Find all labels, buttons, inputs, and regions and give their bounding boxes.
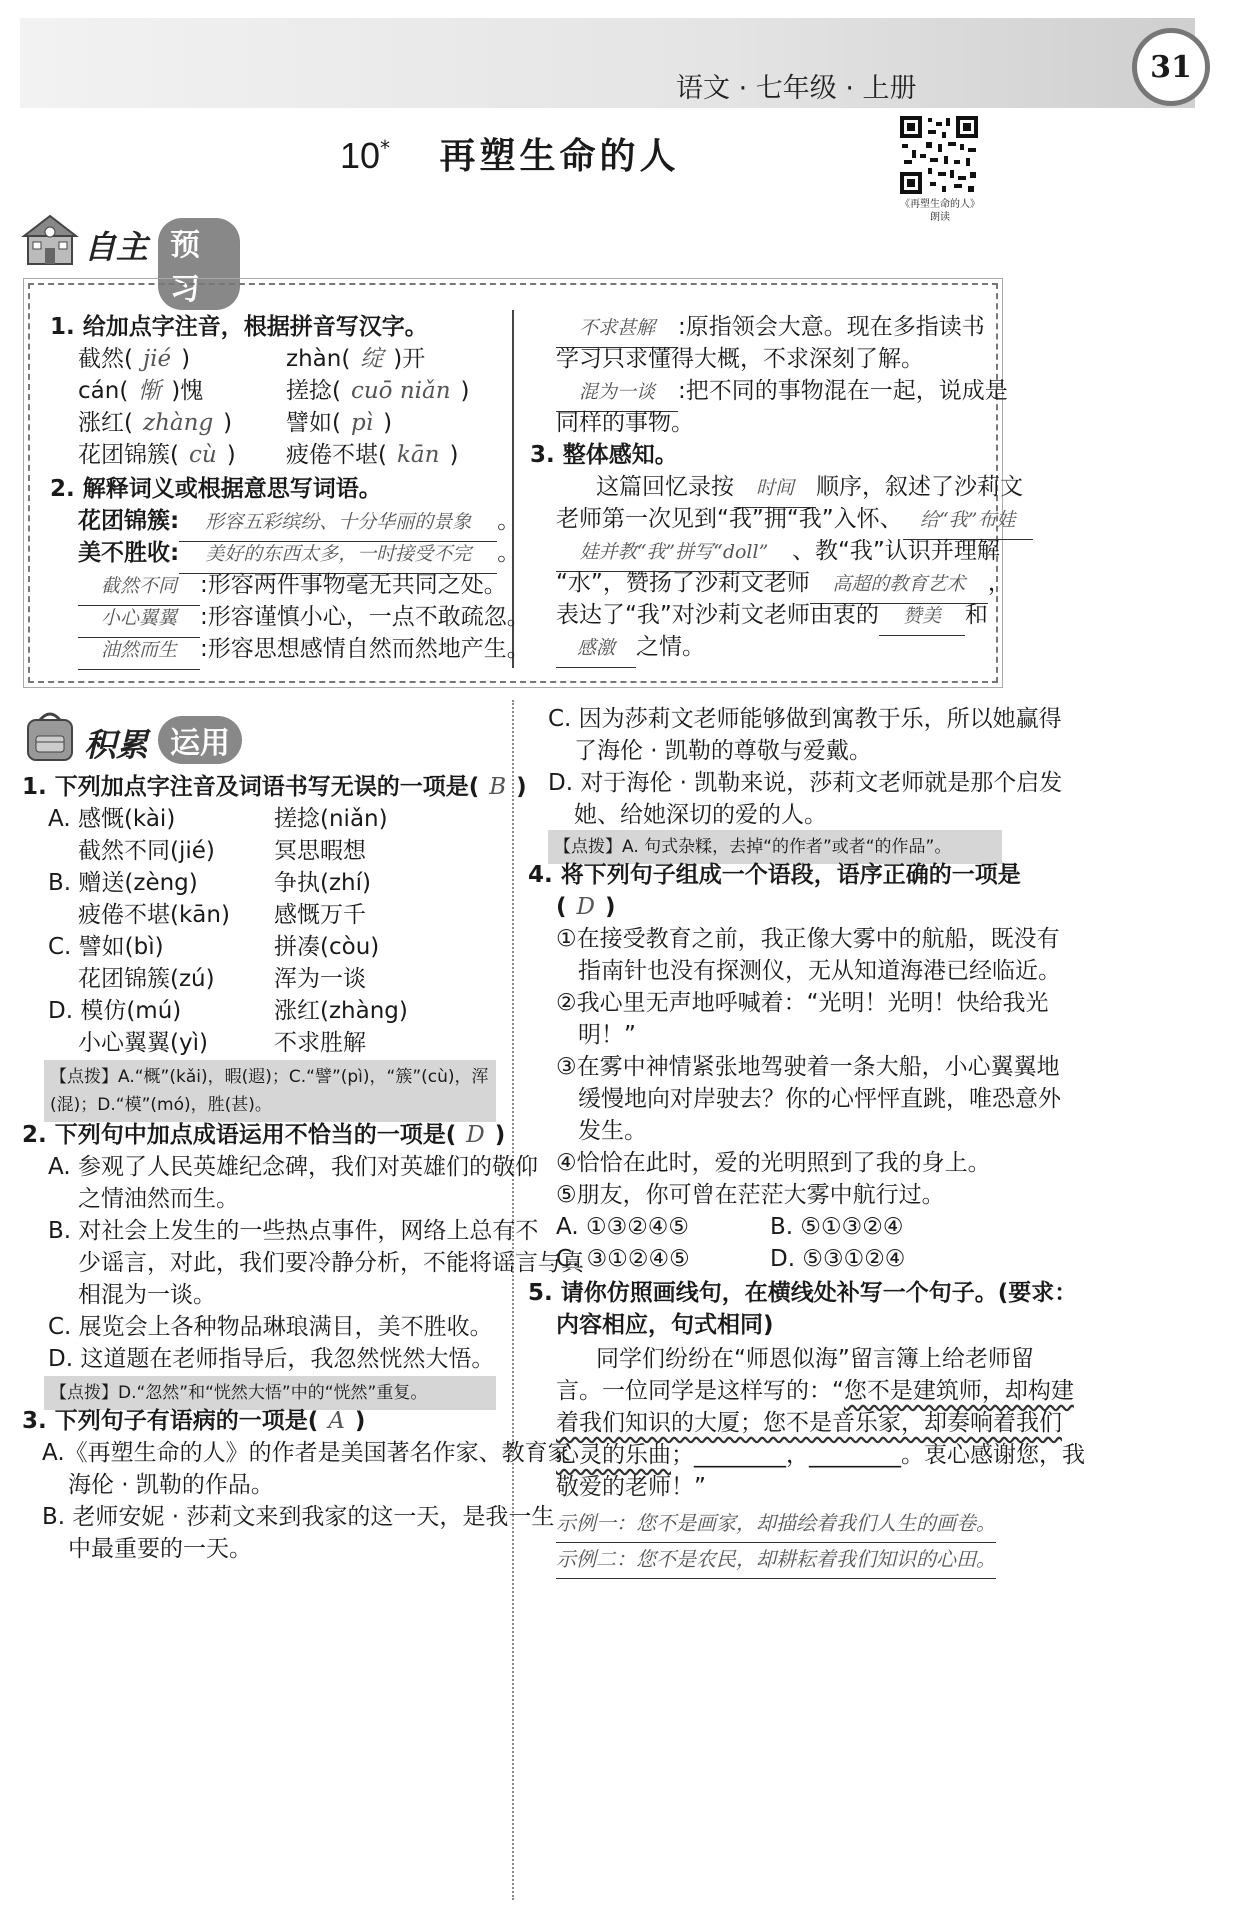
backpack-icon (20, 706, 80, 764)
preview-q1-item: 截然( jié ) (78, 346, 191, 372)
right-q5-line: 同学们纷纷在“师恩似海”留言簿上给老师留 (596, 1346, 1034, 1372)
preview-q1-item: 涨红( zhàng ) (78, 410, 233, 436)
right-q4-line: ③在雾中神情紧张地驾驶着一条大船，小心翼翼地 (556, 1054, 1060, 1080)
right-q4-option: D. ⑤③①②④ (770, 1246, 906, 1272)
section-header-practice (20, 706, 250, 766)
page-number-badge (1132, 28, 1210, 106)
page-number: 31 (1150, 49, 1192, 85)
left-q1-option: D. 模仿(mú) (48, 998, 182, 1024)
lesson-title-text: 再塑生命的人 (439, 136, 680, 177)
right-q3-tip: 【点拨】A. 句式杂糅，去掉“的作者”或者“的作品”。 (548, 830, 1002, 864)
left-q2-line: B. 对社会上发生的一些热点事件，网络上总有不 (48, 1218, 539, 1244)
left-q2-title: 2. 下列句中加点成语运用不恰当的一项是( D ) (22, 1122, 506, 1148)
right-q5-answer: 示例一：您不是画家，却描绘着我们人生的画卷。 (556, 1504, 996, 1543)
left-q1-option: 浑为一谈 (274, 966, 366, 992)
left-q1-option: 搓捻(niǎn) (274, 806, 388, 832)
left-q2-line: C. 展览会上各种物品琳琅满目，美不胜收。 (48, 1314, 493, 1340)
left-q2-line: A. 参观了人民英雄纪念碑，我们对英雄们的敬仰 (48, 1154, 538, 1180)
left-q2-line: 之情油然而生。 (78, 1186, 239, 1212)
lesson-title (340, 128, 680, 179)
right-q5-line: 敬爱的老师！” (556, 1474, 706, 1500)
preview-r-item: 同样的事物。 (556, 410, 694, 436)
right-q5-title: 内容相应，句式相同) (556, 1312, 774, 1338)
preview-q2-item: 截然不同 :形容两件事物毫无共同之处。 (78, 566, 507, 606)
section2-label-a: 积累 (84, 726, 149, 764)
preview-q3-line: 表达了“我”对沙莉文老师由衷的 赞美 和 (556, 596, 988, 636)
right-q3-line: 了海伦 · 凯勒的尊敬与爱戴。 (574, 738, 872, 764)
preview-r-item: 学习只求懂得大概，不求深刻了解。 (556, 346, 924, 372)
preview-q3-title: 3. 整体感知。 (530, 442, 678, 468)
qr-code-graphic (898, 114, 980, 196)
right-q4-line: 明！” (578, 1022, 636, 1048)
left-q1-tip: 【点拨】A.“概”(kǎi)，暇(遐)；C.“譬”(pì)，“簇”(cù)，浑(混)；D.“模”(mó)，胜(甚)。 (44, 1060, 496, 1122)
preview-q2-title: 2. 解释词义或根据意思写词语。 (50, 476, 382, 502)
right-q5-title: 5. 请你仿照画线句，在横线处补写一个句子。(要求： (528, 1280, 1078, 1306)
right-q3-line: D. 对于海伦 · 凯勒来说，莎莉文老师就是那个启发 (548, 770, 1063, 796)
qr-caption-line2: 朗读 (930, 212, 950, 223)
qr-caption-line1: 《再塑生命的人》 (900, 199, 980, 210)
left-q3-line: B. 老师安妮 · 莎莉文来到我家的这一天，是我一生 (42, 1504, 555, 1530)
preview-q2-item: 小心翼翼 :形容谨慎小心，一点不敢疏忽。 (78, 598, 530, 638)
left-q1-option: 涨红(zhàng) (274, 998, 408, 1024)
right-q5-answer: 示例二：您不是农民，却耕耘着我们知识的心田。 (556, 1540, 996, 1579)
left-q3-title: 3. 下列句子有语病的一项是( A ) (22, 1408, 366, 1434)
left-q1-option: 不求胜解 (274, 1030, 366, 1056)
preview-q2-item: 花团锦簇: 形容五彩缤纷、十分华丽的景象 。 (78, 502, 520, 542)
preview-q1-title: 1. 给加点字注音，根据拼音写汉字。 (50, 314, 428, 340)
preview-r-item: 混为一谈 :把不同的事物混在一起，说成是 (556, 372, 1008, 412)
right-q4-line: ④恰恰在此时，爱的光明照到了我的身上。 (556, 1150, 991, 1176)
left-q1-option: B. 赠送(zèng) (48, 870, 198, 896)
right-q4-option: C. ③①②④⑤ (556, 1246, 690, 1272)
right-q5-line: 言。一位同学是这样写的：“您不是建筑师，却构建 (556, 1378, 1074, 1404)
right-q5-line: 着我们知识的大厦；您不是音乐家，却奏响着我们 (556, 1410, 1062, 1436)
preview-q1-item: cán( 惭 )愧 (78, 378, 204, 404)
left-q1-title: 1. 下列加点字注音及词语书写无误的一项是( B ) (22, 774, 527, 800)
lesson-star: * (380, 136, 391, 160)
preview-q2-item: 油然而生 :形容思想感情自然而然地产生。 (78, 630, 530, 670)
left-q3-line: A.《再塑生命的人》的作者是美国著名作家、教育家 (42, 1440, 571, 1466)
preview-q2-item: 美不胜收: 美好的东西太多，一时接受不完 。 (78, 534, 520, 574)
left-q1-option: 拼凑(còu) (274, 934, 380, 960)
right-q4-line: 指南针也没有探测仪，无从知道海港已经临近。 (578, 958, 1061, 984)
section1-label-a: 自主 (84, 228, 149, 266)
left-q1-option: 冥思暇想 (274, 838, 366, 864)
lesson-number: 10 (340, 135, 381, 176)
preview-q1-item: 花团锦簇( cù ) (78, 442, 236, 468)
preview-q3-line: 这篇回忆录按 时间 顺序，叙述了沙莉文 (596, 468, 1023, 508)
left-q2-line: D. 这道题在老师指导后，我忽然恍然大悟。 (48, 1346, 495, 1372)
school-house-icon (20, 210, 80, 268)
right-q4-line: ⑤朋友，你可曾在茫茫大雾中航行过。 (556, 1182, 945, 1208)
header-band (20, 18, 1195, 108)
qr-code (898, 114, 980, 196)
qr-caption (880, 198, 1000, 224)
left-q1-option: 截然不同(jié) (78, 838, 215, 864)
preview-q3-line: 感激 之情。 (556, 628, 705, 668)
left-q1-option: 争执(zhí) (274, 870, 371, 896)
left-q2-line: 相混为一谈。 (78, 1282, 216, 1308)
right-q5-line: 心灵的乐曲；________，________。衷心感谢您，我 (556, 1442, 1085, 1468)
right-q4-option: B. ⑤①③②④ (770, 1214, 904, 1240)
left-q3-line: 海伦 · 凯勒的作品。 (68, 1472, 274, 1498)
preview-r-item: 不求甚解 :原指领会大意。现在多指读书 (556, 308, 985, 348)
preview-q1-item: zhàn( 绽 )开 (286, 346, 426, 372)
preview-q3-line: 娃并教“我”拼写“doll” 、教“我”认识并理解 (556, 532, 1000, 572)
left-q1-option: C. 譬如(bì) (48, 934, 164, 960)
right-q4-option: A. ①③②④⑤ (556, 1214, 690, 1240)
preview-q1-item: 譬如( pì ) (286, 410, 393, 436)
left-q1-option: 疲倦不堪(kān) (78, 902, 230, 928)
section2-label-b: 运用 (158, 716, 242, 764)
left-q1-option: 小心翼翼(yì) (78, 1030, 208, 1056)
right-q4-title: 4. 将下列句子组成一个语段，语序正确的一项是 (528, 862, 1021, 888)
header-subject: 语文 · 七年级 · 上册 (676, 73, 917, 104)
left-q3-line: 中最重要的一天。 (68, 1536, 252, 1562)
right-q4-line: ①在接受教育之前，我正像大雾中的航船，既没有 (556, 926, 1060, 952)
left-q2-line: 少谣言，对此，我们要冷静分析，不能将谣言与真 (78, 1250, 584, 1276)
right-q3-line: 她、给她深切的爱的人。 (574, 802, 827, 828)
right-q3-line: C. 因为莎莉文老师能够做到寓教于乐，所以她赢得 (548, 706, 1062, 732)
right-q4-line: ②我心里无声地呼喊着：“光明！光明！快给我光 (556, 990, 1049, 1016)
left-q1-option: A. 感慨(kài) (48, 806, 176, 832)
right-q4-answer: ( D ) (556, 894, 616, 920)
preview-q3-line: 老师第一次见到“我”拥“我”入怀、 给“我”布娃 (556, 500, 1033, 540)
preview-q3-line: “水”，赞扬了沙莉文老师 高超的教育艺术 ， (556, 564, 1011, 604)
left-q1-option: 感慨万千 (274, 902, 366, 928)
left-q2-tip: 【点拨】D.“忽然”和“恍然大悟”中的“恍然”重复。 (44, 1376, 496, 1410)
right-q4-line: 发生。 (578, 1118, 647, 1144)
column-divider (512, 700, 514, 1900)
left-q1-option: 花团锦簇(zú) (78, 966, 215, 992)
section1-label-b: 预习 (158, 218, 240, 310)
right-q4-line: 缓慢地向对岸驶去？你的心怦怦直跳，唯恐意外 (578, 1086, 1061, 1112)
section-header-preview (20, 210, 240, 307)
preview-q1-item: 搓捻( cuō niǎn ) (286, 378, 470, 404)
preview-q1-item: 疲倦不堪( kān ) (286, 442, 459, 468)
